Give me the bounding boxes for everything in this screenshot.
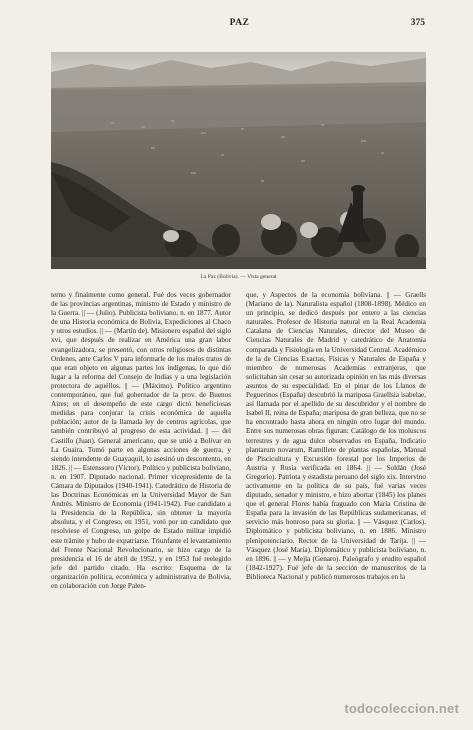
site-watermark: todocoleccion.net bbox=[344, 701, 459, 716]
city-view-image bbox=[51, 52, 426, 269]
la-paz-photograph bbox=[51, 52, 426, 269]
text-column-left: terno y finalmente como general. Fué dos veces gobernador de las provincias argentinas, ministro de Estado y ministro de la Guerra. || — (Julio). Publicista boliviano, n. en 1877. Autor de una Historia económica de Bolivia, Expediciones al Chaco y otros estudios. || — (Martín de). Misionero español del siglo xvi, que después de realizar en América una gran labor evangelizadora, se presentó, con otros religiosos de distintas Ordenes, ante Carlos V para informarle de los malos tratos de que eran objeto en algunas partes los indígenas, lo que dió lugar a la reforma del Consejo de Indias y a una legislación protectora de aquéllos. || — (Máximo). Político argentino contemporáneo, que fué gobernador de la prov. de Buenos Aires; en el desempeño de este cargo dictó beneficiosas medidas para conjurar la crisis económica de aquella población; autor de la llamada ley de centros agrícolas, que también contribuyó al progreso de esta actividad. || — del Castillo (Juan). General americano, que se unió a Bolívar en La Guaira. Tomó parte en algunas acciones de guerra, y siendo intendente de Guayaquil, lo asesinó un descontento, en 1826. || — Estenssoro (Víctor). Político y publicista boliviano, n. en 1907. Diputado nacional. Primer vicepresidente de la Cámara de Diputados (1940-1941). Catedrático de Historia de las Doctrinas Económicas en la Universidad Mayor de San Andrés. Ministro de Economía (1941-1942). Fue candidato a la Presidencia de la República, sin obtener la mayoría absoluta, y el Congreso, en 1951, votó por un candidato que resolviese el Congreso, un golpe de Estado militar impidió este trámite y hubo de expatriarse. Triunfante el levantamiento del Frente Nacional Revolucionario, se hizo cargo de la presidencia el 16 de abril de 1952, y en 1953 fué reelegido jefe del partido citado. Ha escrito: Esquema de la organización política, económica y administrativa de Bolivia, en colaboración con Jorge Palen- bbox=[51, 291, 231, 590]
text-column-right: que, y Aspectos de la economía boliviana. || — Graells (Mariano de la). Naturalista español (1808-1898). Médico en un principio, se dedicó después por entero a las ciencias naturales. Profesor de Historia natural en la Real Academia Catalana de Ciencias Naturales, director del Museo de Ciencias Naturales de Madrid y catedrático de Anatomía comparada y Fisiología en la Universidad Central. Académico de la de Ciencias Exactas, Físicas y Naturales de España y miembro de numerosas Academias extranjeras, que solicitaban sin cesar su autorizada opinión en las más diversas asuntos de su especialidad. En el pinar de los Llanos de Peguerinos (España) descubrió la mariposa Graellsia isabelae, así llamada por el apellido de su descubridor y el nombre de Isabel II, reina de España; mariposa de gran belleza, que no se ha encontrado hasta ahora en ningún otro lugar del mundo. Entre sus numerosas obras figuran: Catálogo de los moluscos terrestres y de agua dulce observados en España, Indicatio plantarum novarum, Ramillete de plantas españolas, Manual de Piscicultura y Excursión forestal por los Imperios de Austria y Rusia verificada en 1864. || — Soldán (José Gregorio). Patriota y estadista peruano del siglo xix. Intervino activamente en la política de su país, fué varias veces diputado, senador y ministro, e hizo abortar (1845) los planes que el general Flores había fraguado con María Cristina de España para la invasión de las Repúblicas sudamericanas, el servicio más honroso para su gloria. || — Vásquez (Carlos). Diplomático y publicista boliviano, n. en 1886. Ministro plenipotenciario. Rector de la Universidad de Tarija. || — Vásquez (José María). Diplomático y publicista boliviano, n. en 1896. || — y Mejía (Genaro). Paleógrafo y erudito español (1842-1927). Fué jefe de la sección de manuscritos de la Biblioteca Nacional y publicó numerosos trabajos en la bbox=[246, 291, 426, 581]
photo-caption: La Paz (Bolivia). — Vista general bbox=[200, 274, 277, 280]
running-header bbox=[54, 18, 425, 34]
running-title: PAZ bbox=[229, 18, 250, 28]
page-number: 375 bbox=[410, 18, 425, 28]
